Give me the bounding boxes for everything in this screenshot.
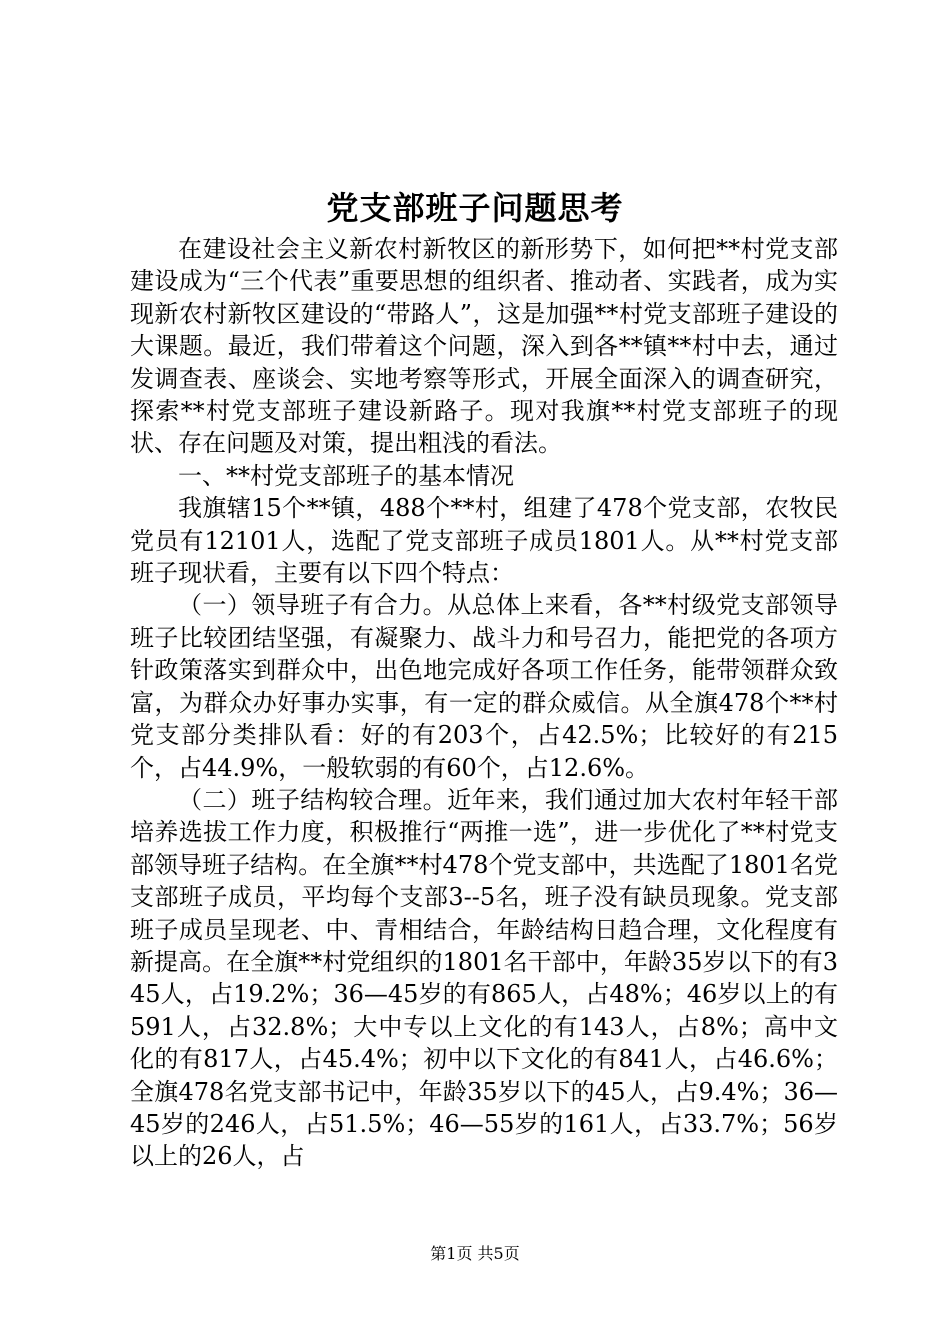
point-one-paragraph: （一）领导班子有合力。从总体上来看，各**村级党支部领导班子比较团结坚强，有凝聚力、战斗力和号召力，能把党的各项方针政策落实到群众中，出色地完成好各项工作任务，能带领群众致富，为群众办好事办实事，有一定的群众威信。从全旗478个**村党支部分类排队看：好的有203个，占42.5%；比较好的有215个，占44.9%，一般软弱的有60个，占12.6%。 [130,591,838,782]
document-title: 党支部班子问题思考 [326,189,624,227]
document-body [130,233,838,1173]
intro-paragraph: 在建设社会主义新农村新牧区的新形势下，如何把**村党支部建设成为“三个代表”重要思想的组织者、推动者、实践者，成为实现新农村新牧区建设的“带路人”，这是加强**村党支部班子建设的大课题。最近，我们带着这个问题，深入到各**镇**村中去，通过发调查表、座谈会、实地考察等形式，开展全面深入的调查研究，探索**村党支部班子建设新路子。现对我旗**村党支部班子的现状、存在问题及对策，提出粗浅的看法。 [130,235,838,458]
overview-paragraph: 我旗辖15个**镇，488个**村，组建了478个党支部，农牧民党员有12101人，选配了党支部班子成员1801人。从**村党支部班子现状看，主要有以下四个特点： [130,494,838,588]
page-footer: 第1页 共5页 [430,1244,520,1263]
section-heading: 一、**村党支部班子的基本情况 [178,461,514,490]
point-two-paragraph: （二）班子结构较合理。近年来，我们通过加大农村年轻干部培养选拔工作力度，积极推行“两推一选”，进一步优化了**村党支部领导班子结构。在全旗**村478个党支部中，共选配了1801名党支部班子成员，平均每个支部3--5名，班子没有缺员现象。党支部班子成员呈现老、中、青相结合，年龄结构日趋合理，文化程度有新提高。在全旗**村党组织的1801名干部中，年龄35岁以下的有345人，占19.2%；36—45岁的有865人，占48%；46岁以上的有591人，占32.8%；大中专以上文化的有143人，占8%；高中文化的有817人，占45.4%；初中以下文化的有841人，占46.6%；全旗478名党支部书记中，年龄35岁以下的45人，占9.4%；36—45岁的246人，占51.5%；46—55岁的161人，占33.7%；56岁以上的26人，占 [130,785,838,1171]
